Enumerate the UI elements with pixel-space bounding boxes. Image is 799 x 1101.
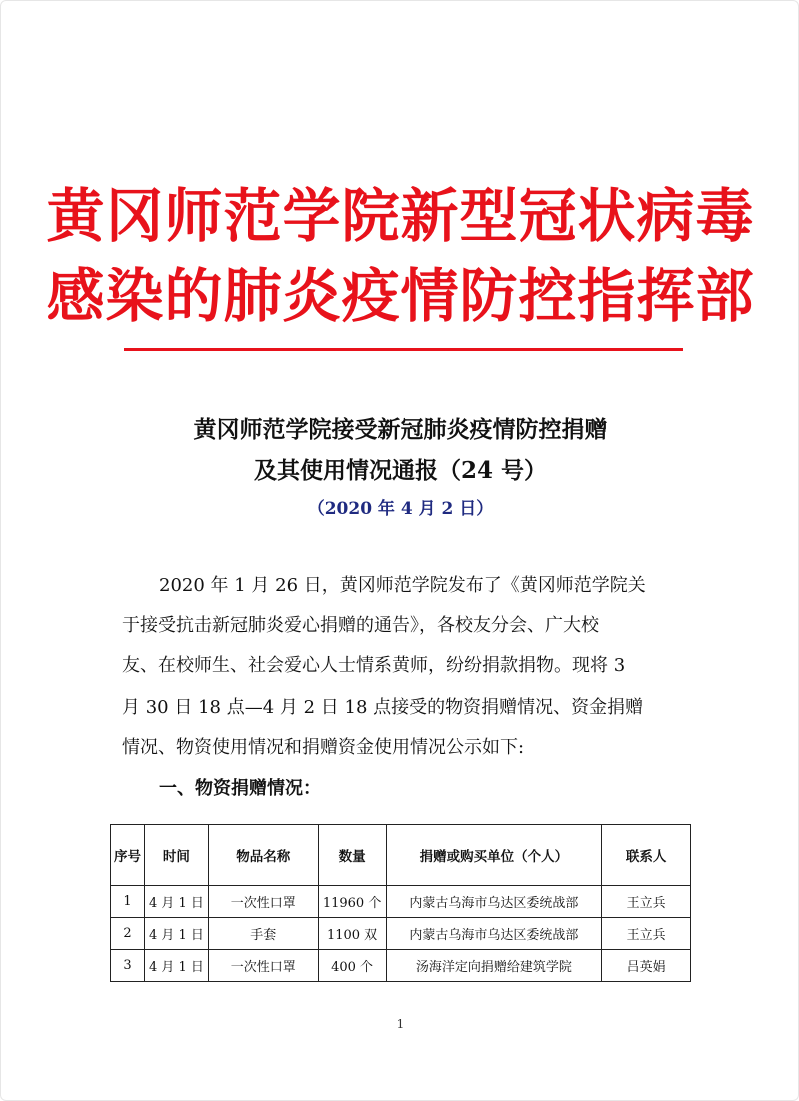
cell-quantity: 400 个 — [318, 950, 386, 982]
column-header-quantity: 数量 — [318, 825, 386, 886]
cell-item-name: 一次性口罩 — [208, 886, 318, 918]
cell-quantity: 11960 个 — [318, 886, 386, 918]
column-header-index: 序号 — [111, 825, 145, 886]
table-header-row — [111, 825, 691, 886]
cell-item-name: 手套 — [208, 918, 318, 950]
table-row — [111, 950, 691, 982]
cell-date: 4 月 1 日 — [144, 886, 208, 918]
column-header-item-name: 物品名称 — [208, 825, 318, 886]
table-row — [111, 886, 691, 918]
cell-contact: 王立兵 — [602, 918, 691, 950]
cell-donor: 内蒙古乌海市乌达区委统战部 — [386, 886, 602, 918]
cell-donor: 汤海洋定向捐赠给建筑学院 — [386, 950, 602, 982]
header-title-line2: 感染的肺炎疫情防控指挥部 — [46, 262, 755, 330]
cell-date: 4 月 1 日 — [144, 950, 208, 982]
column-header-contact: 联系人 — [602, 825, 691, 886]
column-header-donor: 捐赠或购买单位（个人） — [386, 825, 602, 886]
cell-item-name: 一次性口罩 — [208, 950, 318, 982]
cell-index: 1 — [111, 886, 145, 918]
cell-date: 4 月 1 日 — [144, 918, 208, 950]
cell-donor: 内蒙古乌海市乌达区委统战部 — [386, 918, 602, 950]
cell-quantity: 1100 双 — [318, 918, 386, 950]
notice-title-line2: 及其使用情况通报（24 号） — [253, 457, 547, 484]
header-title-line1: 黄冈师范学院新型冠状病毒 — [46, 182, 755, 250]
body-paragraph-line: 于接受抗击新冠肺炎爱心捐赠的通告》，各校友分会、广大校 — [122, 615, 599, 636]
column-header-date: 时间 — [144, 825, 208, 886]
body-paragraph-line: 情况、物资使用情况和捐赠资金使用情况公示如下: — [122, 737, 525, 758]
donations-table — [110, 824, 691, 982]
table-row — [111, 918, 691, 950]
red-divider-rule — [124, 348, 683, 351]
notice-date: （2020 年 4 月 2 日） — [307, 499, 494, 519]
section-heading-material-donations: 一、物资捐赠情况： — [159, 778, 321, 799]
cell-index: 3 — [111, 950, 145, 982]
body-paragraph-line: 友、在校师生、社会爱心人士情系黄师，纷纷捐款捐物。现将 3 — [122, 655, 626, 676]
cell-index: 2 — [111, 918, 145, 950]
body-paragraph-line: 2020 年 1 月 26 日，黄冈师范学院发布了《黄冈师范学院关 — [159, 575, 646, 596]
cell-contact: 吕英娟 — [602, 950, 691, 982]
body-paragraph-line: 月 30 日 18 点—4 月 2 日 18 点接受的物资捐赠情况、资金捐赠 — [122, 697, 644, 718]
page-number: 1 — [396, 1017, 405, 1031]
notice-title-line1: 黄冈师范学院接受新冠肺炎疫情防控捐赠 — [193, 416, 608, 443]
cell-contact: 王立兵 — [602, 886, 691, 918]
